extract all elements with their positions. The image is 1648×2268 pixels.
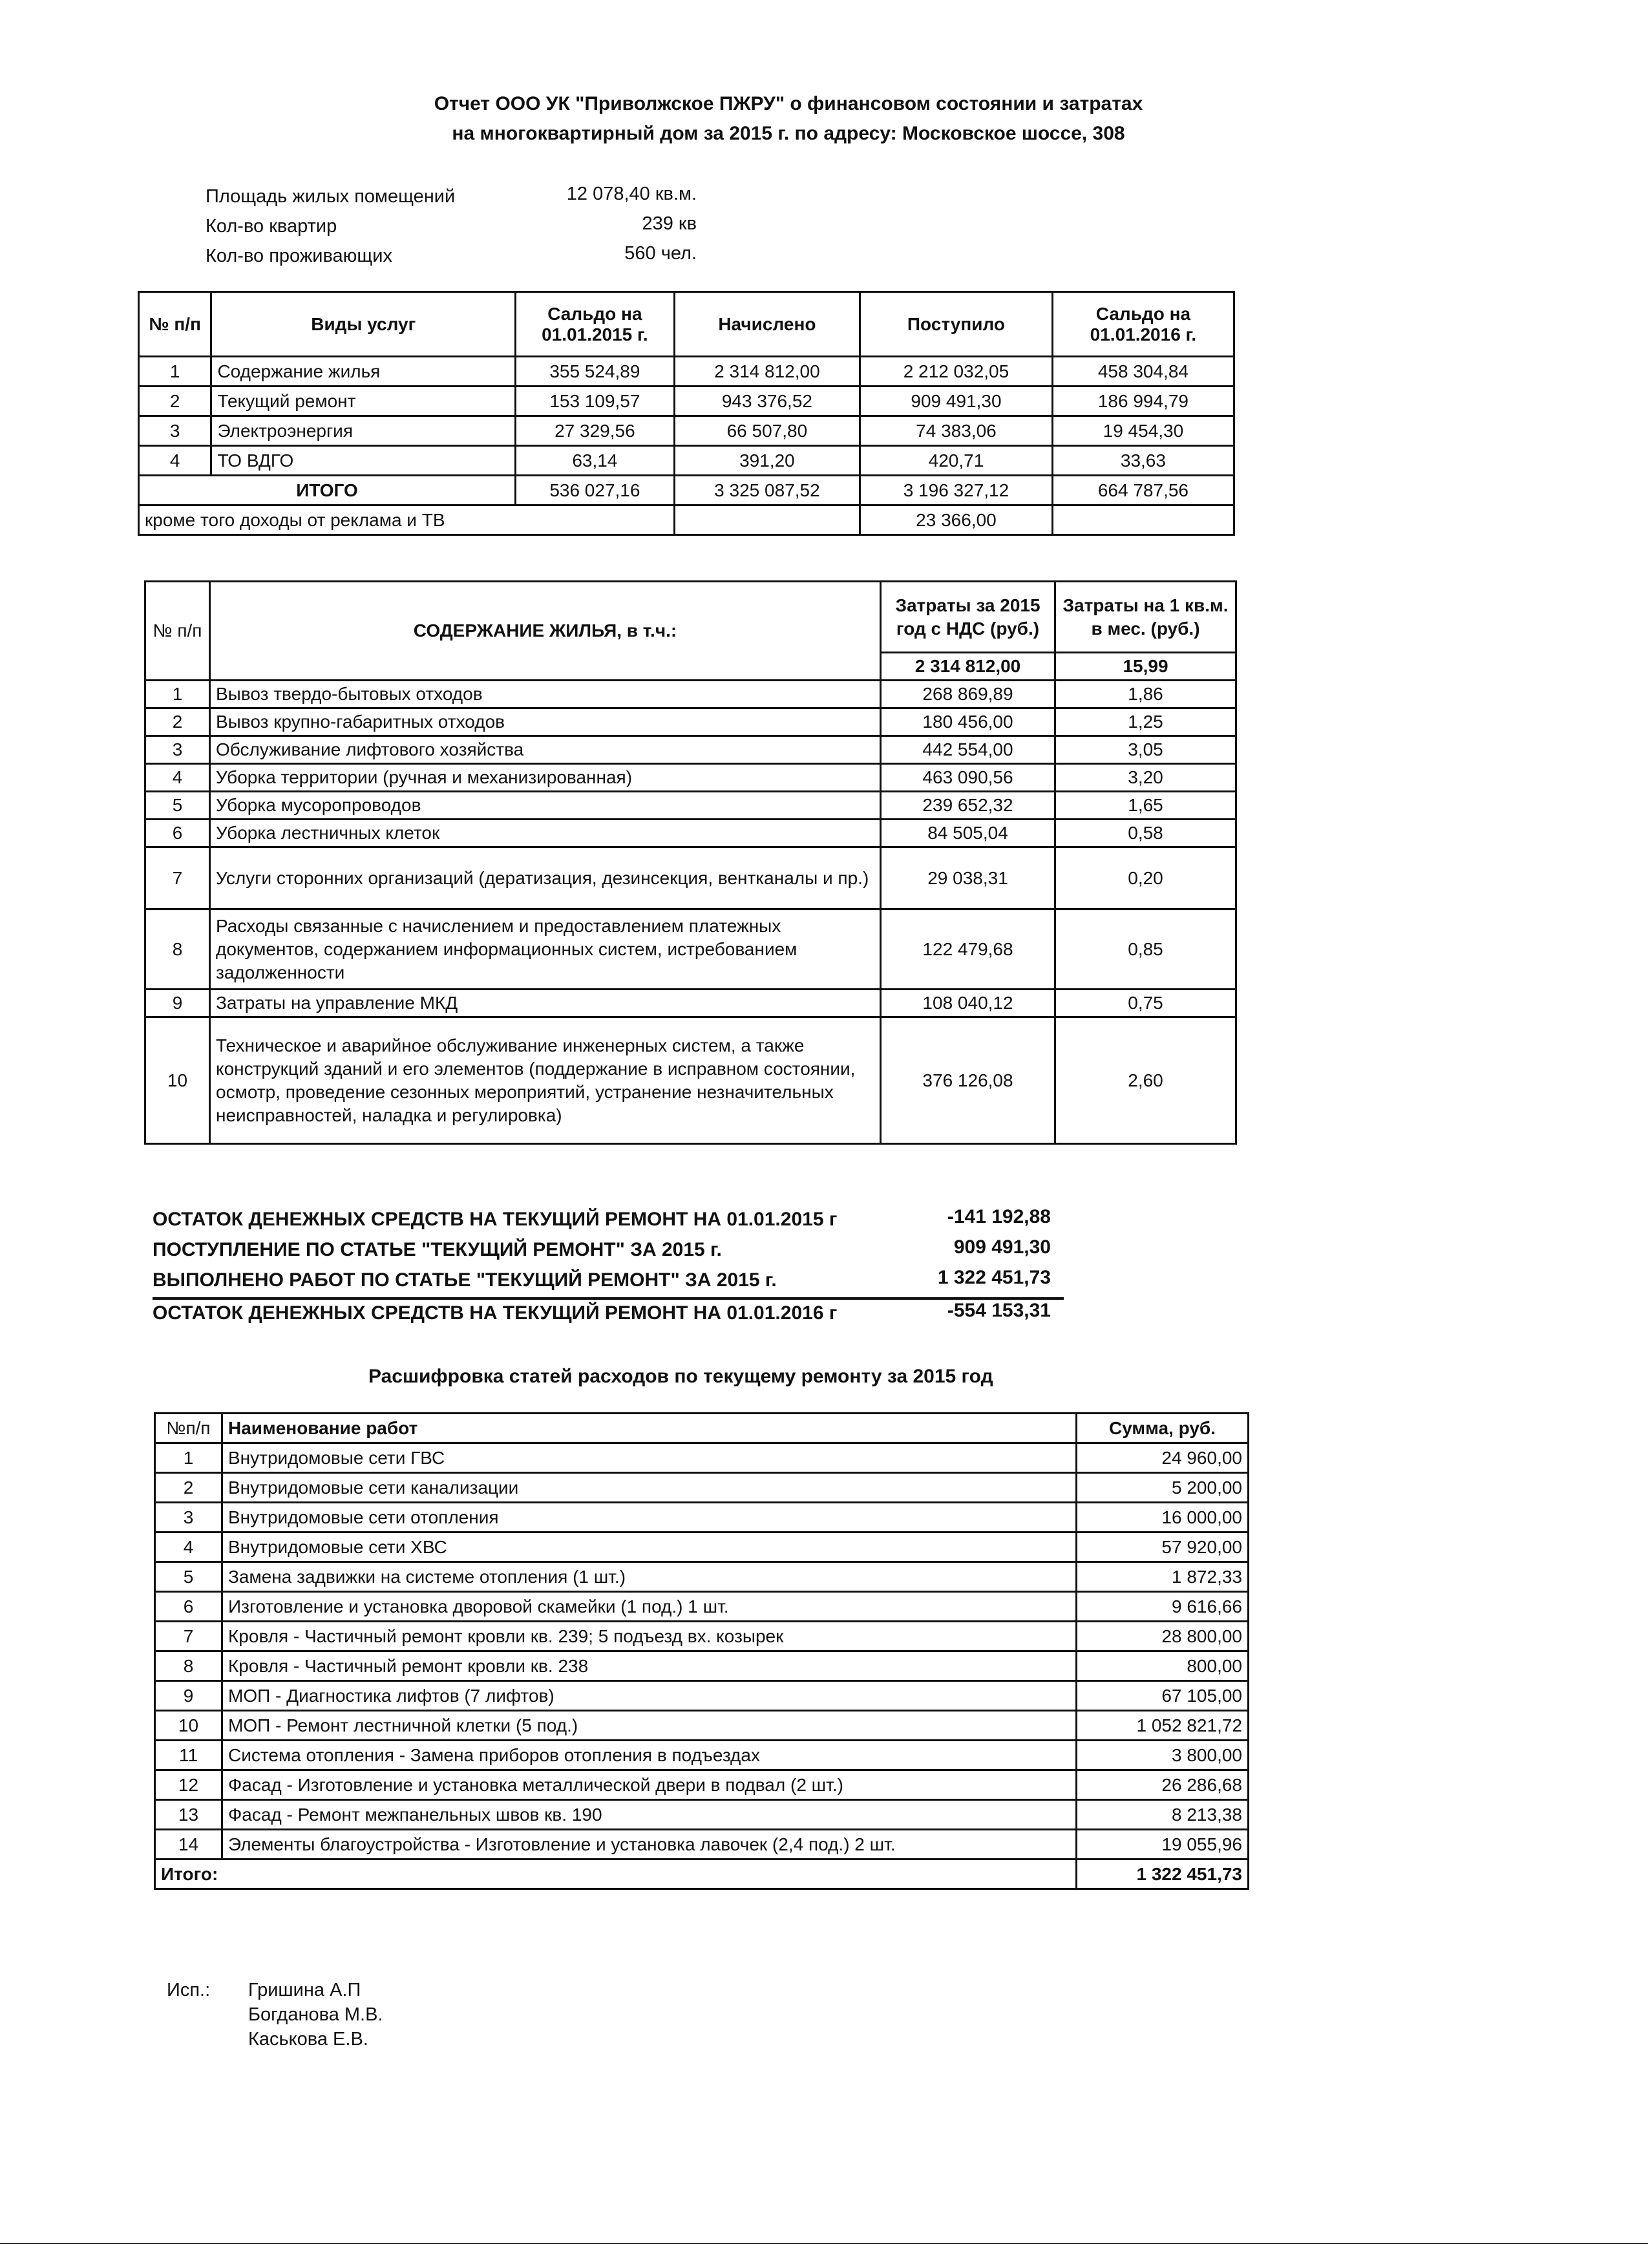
col-header-name: СОДЕРЖАНИЕ ЖИЛЬЯ, в т.ч.: (210, 582, 881, 681)
extra-income-row (139, 505, 1234, 535)
cell-name: МОП - Ремонт лестничной клетки (5 под.) (222, 1711, 1077, 1741)
summary-value: 909 491,30 (953, 1236, 1051, 1258)
cell-per-sqm: 0,85 (1055, 909, 1236, 990)
table-row (155, 1532, 1249, 1562)
cell-sum: 1 872,33 (1077, 1562, 1249, 1592)
stat-value: 239 кв (642, 213, 697, 234)
table-row (155, 1830, 1249, 1860)
cell-num: 7 (155, 1622, 222, 1651)
cell-num: 1 (155, 1443, 222, 1473)
cell-cost: 268 869,89 (881, 681, 1055, 708)
summary-row (153, 1206, 1064, 1236)
cell-per-sqm: 3,05 (1055, 736, 1236, 764)
col-header-name: Наименование работ (222, 1414, 1077, 1443)
cell-per-sqm: 1,25 (1055, 708, 1236, 736)
cell-sum: 3 800,00 (1077, 1741, 1249, 1770)
page-title (246, 89, 1331, 149)
cell-num: 10 (155, 1711, 222, 1741)
table-row (155, 1562, 1249, 1592)
cell-received: 2 212 032,05 (860, 357, 1053, 387)
col-header-saldo-end: Сальдо на 01.01.2016 г. (1052, 292, 1234, 357)
extra-empty-cell (1052, 505, 1234, 535)
total-label: ИТОГО (139, 476, 516, 505)
cell-name: Уборка мусоропроводов (210, 792, 881, 820)
cell-num: 3 (155, 1503, 222, 1532)
cell-per-sqm: 1,86 (1055, 681, 1236, 708)
summary-row (153, 1267, 1064, 1300)
summary-label: ОСТАТОК ДЕНЕЖНЫХ СРЕДСТВ НА ТЕКУЩИЙ РЕМОНТ НА 01.01.2015 г (153, 1209, 838, 1230)
col-header-saldo-start: Сальдо на 01.01.2015 г. (516, 292, 675, 357)
building-stats (206, 184, 697, 273)
total-row (139, 476, 1234, 505)
cell-name: Фасад - Ремонт межпанельных швов кв. 190 (222, 1800, 1077, 1830)
cell-num: 13 (155, 1800, 222, 1830)
cell-per-sqm: 0,75 (1055, 990, 1236, 1017)
cell-cost: 463 090,56 (881, 764, 1055, 792)
summary-value: -141 192,88 (947, 1206, 1051, 1227)
cell-num: 12 (155, 1770, 222, 1800)
cell-num: 2 (155, 1473, 222, 1503)
cell-saldo-end: 33,63 (1052, 446, 1234, 476)
cell-sum: 24 960,00 (1077, 1443, 1249, 1473)
cell-service: Содержание жилья (211, 357, 516, 387)
cell-saldo-end: 19 454,30 (1052, 416, 1234, 446)
table-row (155, 1443, 1249, 1473)
cell-cost: 29 038,31 (881, 847, 1055, 909)
cell-num: 3 (145, 736, 210, 764)
col-header-received: Поступило (860, 292, 1053, 357)
cell-sum: 28 800,00 (1077, 1622, 1249, 1651)
cell-saldo-start: 27 329,56 (516, 416, 675, 446)
table-row (145, 764, 1236, 792)
signer-name: Гришина А.П (248, 1980, 361, 2000)
cell-name: Кровля - Частичный ремонт кровли кв. 239; 5 подъезд вх. козырек (222, 1622, 1077, 1651)
cell-num: 11 (155, 1741, 222, 1770)
cell-num: 1 (139, 357, 211, 387)
cell-per-sqm: 3,20 (1055, 764, 1236, 792)
cell-saldo-end: 458 304,84 (1052, 357, 1234, 387)
stat-value: 12 078,40 кв.м. (566, 184, 697, 204)
col-header-per-sqm: Затраты на 1 кв.м. в мес. (руб.) (1055, 582, 1236, 653)
cell-per-sqm: 0,20 (1055, 847, 1236, 909)
cell-saldo-end: 186 994,79 (1052, 387, 1234, 416)
cell-service: Электроэнергия (211, 416, 516, 446)
cell-sum: 1 052 821,72 (1077, 1711, 1249, 1741)
signer-name: Богданова М.В. (248, 2004, 383, 2025)
cell-cost: 180 456,00 (881, 708, 1055, 736)
page-bottom-divider (0, 2243, 1648, 2244)
cell-num: 5 (155, 1562, 222, 1592)
cell-name: Внутридомовые сети отопления (222, 1503, 1077, 1532)
table-row (145, 820, 1236, 847)
balance-table (138, 291, 1235, 536)
stat-area (206, 184, 697, 213)
cell-name: Уборка территории (ручная и механизированная) (210, 764, 881, 792)
cell-service: Текущий ремонт (211, 387, 516, 416)
table-row (155, 1622, 1249, 1651)
cell-name: МОП - Диагностика лифтов (7 лифтов) (222, 1681, 1077, 1711)
balance-header-row (139, 292, 1234, 357)
total-saldo-end: 664 787,56 (1052, 476, 1234, 505)
repairs-table (154, 1412, 1249, 1890)
cell-name: Кровля - Частичный ремонт кровли кв. 238 (222, 1651, 1077, 1681)
title-line-1: Отчет ООО УК "Приволжское ПЖРУ" о финансовом состоянии и затратах (434, 93, 1143, 114)
cell-name: Обслуживание лифтового хозяйства (210, 736, 881, 764)
table-row (145, 681, 1236, 708)
table-row (155, 1592, 1249, 1622)
table-row (145, 990, 1236, 1017)
cell-charged: 2 314 812,00 (674, 357, 860, 387)
table-row (155, 1711, 1249, 1741)
cell-num: 6 (145, 820, 210, 847)
cell-sum: 19 055,96 (1077, 1830, 1249, 1860)
cell-num: 5 (145, 792, 210, 820)
cell-per-sqm: 0,58 (1055, 820, 1236, 847)
maintenance-header-row (145, 582, 1236, 653)
cell-name: Расходы связанные с начислением и предоставлением платежных документов, содержанием информационных систем, истребованием задолженности (210, 909, 881, 990)
cell-sum: 26 286,68 (1077, 1770, 1249, 1800)
repairs-header-row (155, 1414, 1249, 1443)
table-row (139, 387, 1234, 416)
cell-sum: 8 213,38 (1077, 1800, 1249, 1830)
cell-num: 8 (155, 1651, 222, 1681)
signers-names (248, 1978, 507, 2051)
cell-name: Внутридомовые сети канализации (222, 1473, 1077, 1503)
stat-label: Кол-во проживающих (206, 246, 392, 266)
col-header-num: № п/п (139, 292, 211, 357)
table-row (155, 1800, 1249, 1830)
summary-label: ПОСТУПЛЕНИЕ ПО СТАТЬЕ "ТЕКУЩИЙ РЕМОНТ" ЗА 2015 г. (153, 1239, 722, 1260)
cell-cost: 108 040,12 (881, 990, 1055, 1017)
col-header-sum: Сумма, руб. (1077, 1414, 1249, 1443)
extra-income-value: 23 366,00 (860, 505, 1053, 535)
cell-name: Услуги сторонних организаций (дератизация, дезинсекция, вентканалы и пр.) (210, 847, 881, 909)
stat-value: 560 чел. (624, 243, 697, 264)
cell-name: Вывоз крупно-габаритных отходов (210, 708, 881, 736)
total-cost: 2 314 812,00 (881, 653, 1055, 681)
stat-label: Кол-во квартир (206, 216, 337, 237)
table-row (145, 708, 1236, 736)
table-row (145, 792, 1236, 820)
cell-num: 4 (155, 1532, 222, 1562)
cell-name: Изготовление и установка дворовой скамейки (1 под.) 1 шт. (222, 1592, 1077, 1622)
cell-num: 4 (139, 446, 211, 476)
cell-saldo-start: 153 109,57 (516, 387, 675, 416)
cell-sum: 800,00 (1077, 1651, 1249, 1681)
cell-name: Внутридомовые сети ГВС (222, 1443, 1077, 1473)
table-row (155, 1503, 1249, 1532)
cell-saldo-start: 63,14 (516, 446, 675, 476)
cell-num: 8 (145, 909, 210, 990)
cell-num: 2 (145, 708, 210, 736)
table-row (145, 1017, 1236, 1144)
summary-row (153, 1300, 1064, 1330)
cell-num: 6 (155, 1592, 222, 1622)
total-per-sqm: 15,99 (1055, 653, 1236, 681)
cell-name: Затраты на управление МКД (210, 990, 881, 1017)
summary-value: -554 153,31 (947, 1300, 1051, 1321)
col-header-num: №п/п (155, 1414, 222, 1443)
summary-row (153, 1236, 1064, 1267)
cell-per-sqm: 2,60 (1055, 1017, 1236, 1144)
col-header-charged: Начислено (674, 292, 860, 357)
cell-cost: 442 554,00 (881, 736, 1055, 764)
col-header-num: № п/п (145, 582, 210, 681)
table-row (139, 357, 1234, 387)
total-row (155, 1860, 1249, 1889)
table-row (155, 1651, 1249, 1681)
cell-sum: 16 000,00 (1077, 1503, 1249, 1532)
cell-name: Система отопления - Замена приборов отопления в подъездах (222, 1741, 1077, 1770)
cell-cost: 122 479,68 (881, 909, 1055, 990)
total-charged: 3 325 087,52 (674, 476, 860, 505)
cell-received: 74 383,06 (860, 416, 1053, 446)
cell-num: 7 (145, 847, 210, 909)
cell-received: 909 491,30 (860, 387, 1053, 416)
total-sum: 1 322 451,73 (1077, 1860, 1249, 1889)
cell-cost: 84 505,04 (881, 820, 1055, 847)
cell-num: 2 (139, 387, 211, 416)
table-row (145, 736, 1236, 764)
signer-name: Каськова Е.В. (248, 2029, 368, 2050)
signers-label: Исп.: (167, 1980, 211, 2000)
summary-label: ВЫПОЛНЕНО РАБОТ ПО СТАТЬЕ "ТЕКУЩИЙ РЕМОНТ" ЗА 2015 г. (153, 1269, 777, 1291)
cell-sum: 5 200,00 (1077, 1473, 1249, 1503)
total-label: Итого: (155, 1860, 1077, 1889)
table-row (155, 1741, 1249, 1770)
cell-name: Замена задвижки на системе отопления (1 шт.) (222, 1562, 1077, 1592)
cell-num: 3 (139, 416, 211, 446)
table-row (139, 416, 1234, 446)
cell-name: Элементы благоустройства - Изготовление и установка лавочек (2,4 под.) 2 шт. (222, 1830, 1077, 1860)
cell-num: 9 (155, 1681, 222, 1711)
repair-fund-summary (153, 1206, 1064, 1330)
cell-num: 10 (145, 1017, 210, 1144)
cell-num: 1 (145, 681, 210, 708)
cell-sum: 9 616,66 (1077, 1592, 1249, 1622)
cell-per-sqm: 1,65 (1055, 792, 1236, 820)
cell-num: 9 (145, 990, 210, 1017)
cell-name: Внутридомовые сети ХВС (222, 1532, 1077, 1562)
total-saldo-start: 536 027,16 (516, 476, 675, 505)
cell-cost: 239 652,32 (881, 792, 1055, 820)
stat-label: Площадь жилых помещений (206, 186, 456, 207)
cell-num: 4 (145, 764, 210, 792)
summary-label: ОСТАТОК ДЕНЕЖНЫХ СРЕДСТВ НА ТЕКУЩИЙ РЕМОНТ НА 01.01.2016 г (153, 1302, 838, 1324)
cell-received: 420,71 (860, 446, 1053, 476)
cell-name: Уборка лестничных клеток (210, 820, 881, 847)
summary-value: 1 322 451,73 (937, 1267, 1051, 1288)
stat-residents (206, 243, 697, 273)
table-row (145, 909, 1236, 990)
cell-service: ТО ВДГО (211, 446, 516, 476)
table-row (145, 847, 1236, 909)
cell-saldo-start: 355 524,89 (516, 357, 675, 387)
col-header-cost: Затраты за 2015 год с НДС (руб.) (881, 582, 1055, 653)
total-received: 3 196 327,12 (860, 476, 1053, 505)
cell-sum: 57 920,00 (1077, 1532, 1249, 1562)
title-line-2: на многоквартирный дом за 2015 г. по адресу: Московское шоссе, 308 (452, 123, 1125, 144)
extra-empty-cell (674, 505, 860, 535)
cell-name: Фасад - Изготовление и установка металлической двери в подвал (2 шт.) (222, 1770, 1077, 1800)
cell-charged: 66 507,80 (674, 416, 860, 446)
cell-num: 14 (155, 1830, 222, 1860)
cell-name: Техническое и аварийное обслуживание инженерных систем, а также конструкций зданий и его элементов (поддержание в исправном состоянии, осмотр, проведение сезонных мероприятий, устранение незначительных неисправностей, наладка и регулировка) (210, 1017, 881, 1144)
table-row (155, 1473, 1249, 1503)
cell-cost: 376 126,08 (881, 1017, 1055, 1144)
maintenance-table (144, 580, 1237, 1145)
table-row (139, 446, 1234, 476)
stat-apartments (206, 213, 697, 243)
cell-sum: 67 105,00 (1077, 1681, 1249, 1711)
cell-charged: 391,20 (674, 446, 860, 476)
cell-name: Вывоз твердо-бытовых отходов (210, 681, 881, 708)
cell-charged: 943 376,52 (674, 387, 860, 416)
table-row (155, 1770, 1249, 1800)
col-header-service: Виды услуг (211, 292, 516, 357)
table-row (155, 1681, 1249, 1711)
repairs-title: Расшифровка статей расходов по текущему ремонту за 2015 год (368, 1366, 993, 1387)
extra-income-label: кроме того доходы от реклама и ТВ (139, 505, 675, 535)
